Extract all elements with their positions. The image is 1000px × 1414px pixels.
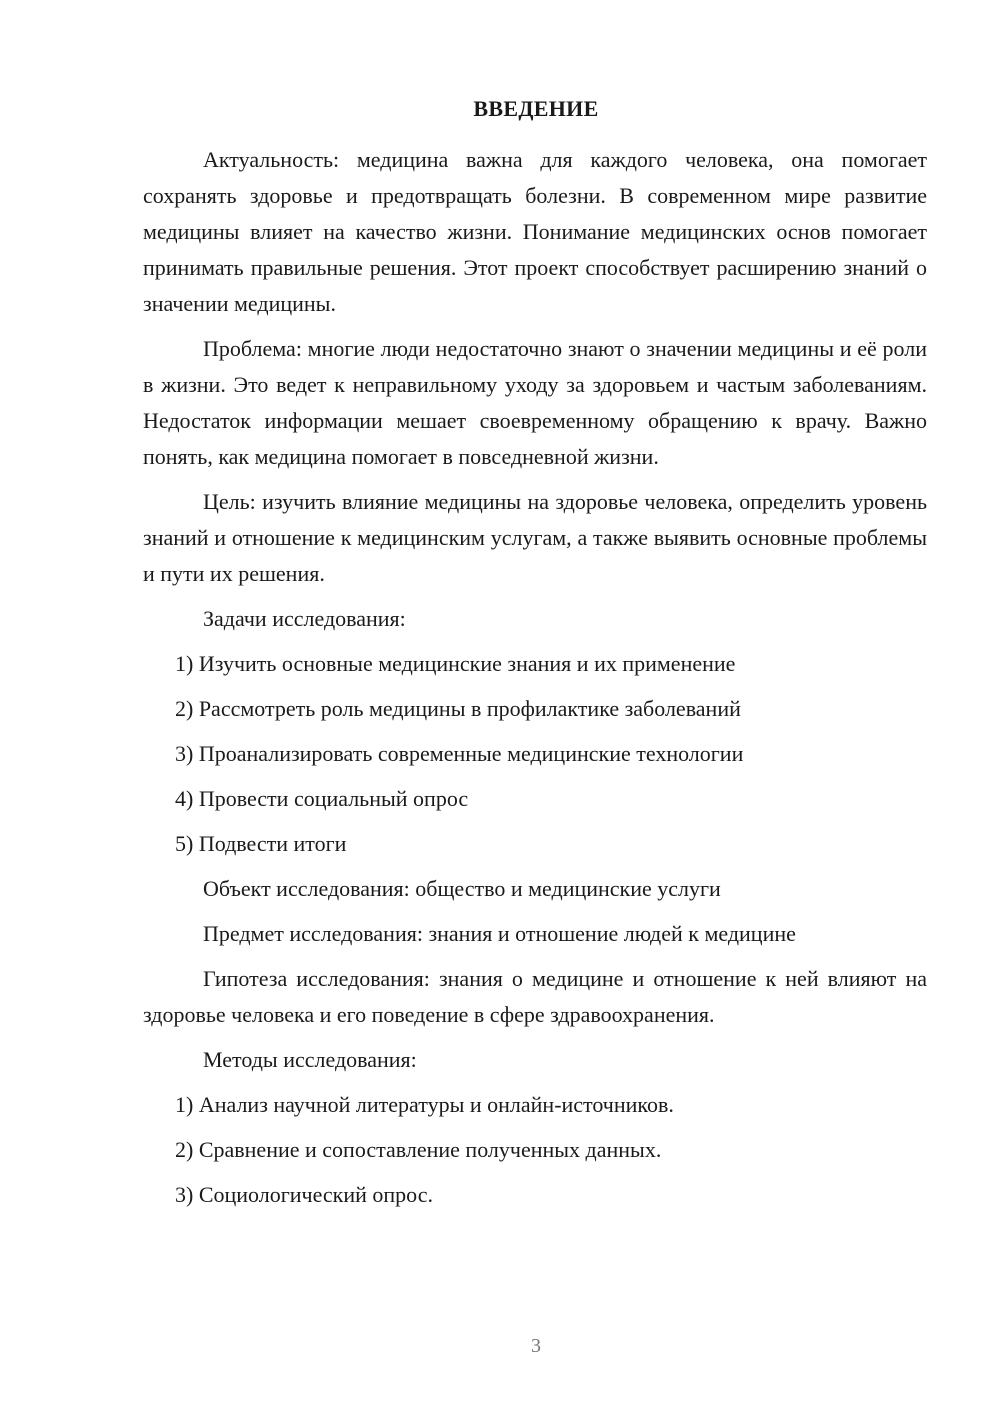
task-item: 4) Провести социальный опрос — [175, 786, 469, 811]
object-paragraph: Объект исследования: общество и медицинские услуги — [203, 876, 721, 901]
page-content — [143, 142, 927, 1222]
hypothesis-paragraph: Гипотеза исследования: знания о медицине и отношение к ней влияют на здоровье человека и его поведение в сфере здравоохранения. — [143, 966, 927, 1027]
methods-heading: Методы исследования: — [203, 1047, 417, 1072]
tasks-heading: Задачи исследования: — [203, 606, 406, 631]
problem-paragraph: Проблема: многие люди недостаточно знают о значении медицины и её роли в жизни. Это ведет к неправильному уходу за здоровьем и частым заболеваниям. Недостаток информации мешает своевременному обращению к врачу. Важно понять, как медицина помогает в повседневной жизни. — [143, 336, 927, 469]
subject-paragraph: Предмет исследования: знания и отношение людей к медицине — [203, 921, 796, 946]
page-number: 3 — [531, 1335, 541, 1357]
goal-paragraph: Цель: изучить влияние медицины на здоровье человека, определить уровень знаний и отношение к медицинским услугам, а также выявить основные проблемы и пути их решения. — [143, 489, 927, 586]
task-item: 2) Рассмотреть роль медицины в профилактике заболеваний — [175, 696, 741, 721]
section-title: ВВЕДЕНИЕ — [473, 96, 599, 121]
method-item: 3) Социологический опрос. — [175, 1182, 433, 1207]
task-item: 3) Проанализировать современные медицинские технологии — [175, 741, 744, 766]
method-item: 1) Анализ научной литературы и онлайн-источников. — [175, 1092, 674, 1117]
task-item: 1) Изучить основные медицинские знания и их применение — [175, 651, 736, 676]
task-item: 5) Подвести итоги — [175, 831, 347, 856]
method-item: 2) Сравнение и сопоставление полученных данных. — [175, 1137, 662, 1162]
relevance-paragraph: Актуальность: медицина важна для каждого человека, она помогает сохранять здоровье и предотвращать болезни. В современном мире развитие медицины влияет на качество жизни. Понимание медицинских основ помогает принимать правильные решения. Этот проект способствует расширению знаний о значении медицины. — [143, 147, 927, 316]
